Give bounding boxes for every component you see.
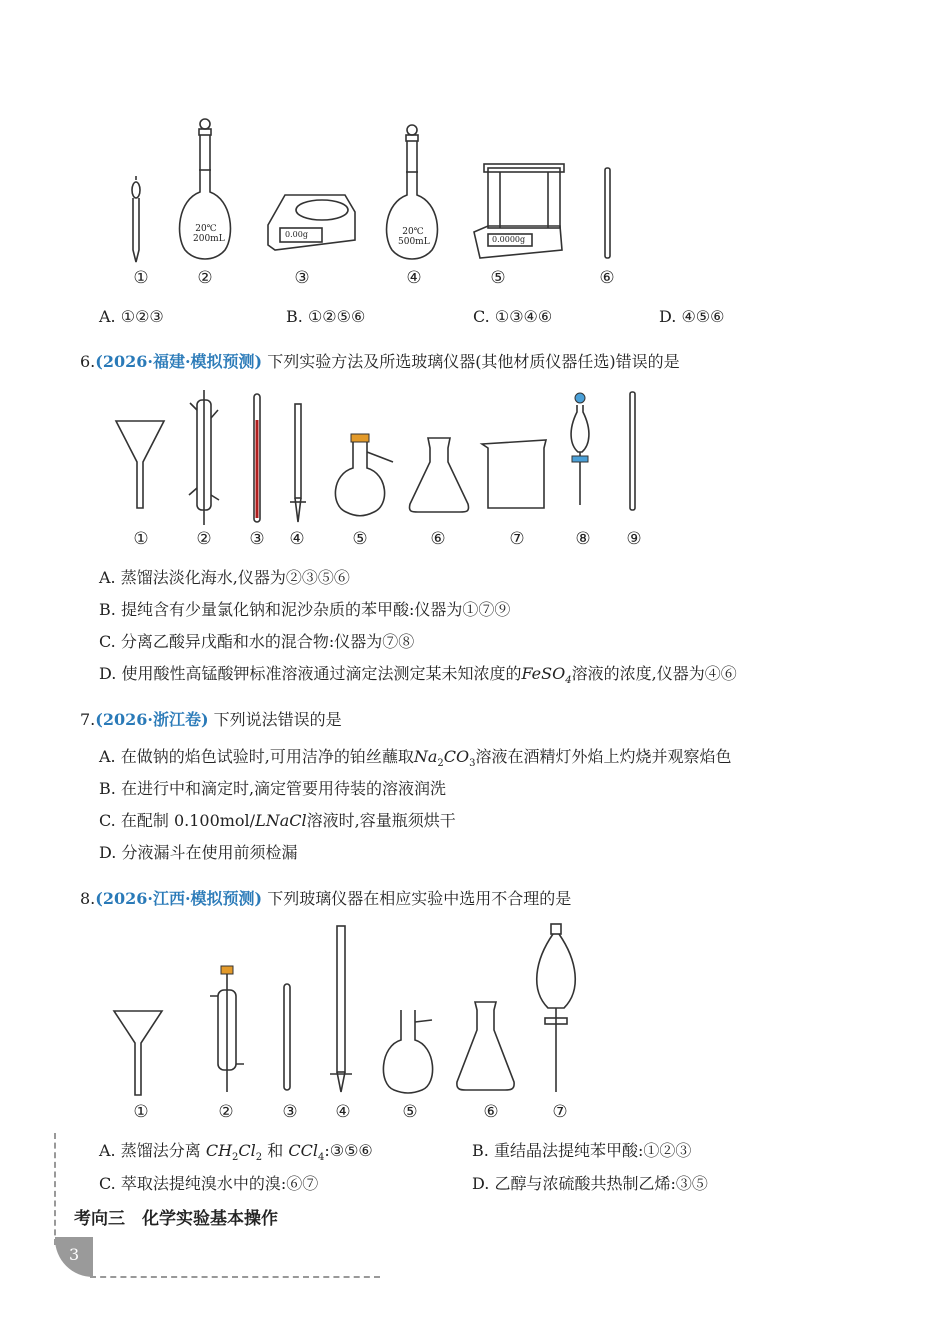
funnel-icon <box>114 1011 162 1095</box>
q6-label-3: ③ <box>249 529 265 549</box>
section-title: 考向三 化学实验基本操作 <box>74 1209 278 1229</box>
q7-option-b[interactable]: B. 在进行中和滴定时,滴定管要用待装的溶液润洗 <box>99 779 447 798</box>
q8-source: (2026·江西·模拟预测) <box>95 889 263 908</box>
q5-option-d[interactable]: D. ④⑤⑥ <box>659 307 725 326</box>
q6-label-7: ⑦ <box>509 529 525 549</box>
q8-label-5: ⑤ <box>402 1102 418 1122</box>
q8-label-3: ③ <box>282 1102 298 1122</box>
q5-label-1: ① <box>133 268 149 288</box>
conical-flask-icon <box>457 1002 514 1090</box>
q5-option-a[interactable]: A. ①②③ <box>99 307 164 326</box>
page-number-badge <box>55 1237 93 1277</box>
q6-option-d[interactable]: D. 使用酸性高锰酸钾标准溶液通过滴定法测定某未知浓度的FeSO$_4$溶液的浓度,仪器为④⑥ <box>99 664 737 687</box>
flask-500-label: 20℃ 500mL <box>398 227 430 247</box>
q8-option-d[interactable]: D. 乙醇与浓硫酸共热制乙烯:③⑤ <box>472 1174 708 1193</box>
q5-option-c[interactable]: C. ①③④⑥ <box>473 307 553 326</box>
balance-display: 0.00g <box>285 230 308 239</box>
distillation-flask-icon <box>383 1010 432 1093</box>
q8-stem: 8.(2026·江西·模拟预测) 下列玻璃仪器在相应实验中选用不合理的是 <box>80 889 572 908</box>
burette-icon <box>330 926 352 1092</box>
q5-label-3: ③ <box>294 268 310 288</box>
q6-label-5: ⑤ <box>352 529 368 549</box>
q7-option-c[interactable]: C. 在配制 0.100mol/LNaCl溶液时,容量瓶须烘干 <box>99 811 456 830</box>
q8-option-c[interactable]: C. 萃取法提纯溴水中的溴:⑥⑦ <box>99 1174 319 1193</box>
q7-source: (2026·浙江卷) <box>95 710 209 729</box>
q8-label-1: ① <box>133 1102 149 1122</box>
q6-source: (2026·福建·模拟预测) <box>95 352 263 371</box>
q6-label-6: ⑥ <box>430 529 446 549</box>
q8-option-b[interactable]: B. 重结晶法提纯苯甲酸:①②③ <box>472 1141 692 1160</box>
q7-option-d[interactable]: D. 分液漏斗在使用前须检漏 <box>99 843 298 862</box>
q6-label-9: ⑨ <box>626 529 642 549</box>
q8-option-a[interactable]: A. 蒸馏法分离 $CH_2Cl_2$ 和 CCl$_4$:③⑤⑥ <box>99 1141 373 1164</box>
q8-label-2: ② <box>218 1102 234 1122</box>
q6-stem: 6.(2026·福建·模拟预测) 下列实验方法及所选玻璃仪器(其他材质仪器任选)错误的是 <box>80 352 680 371</box>
analytical-balance-display: 0.0000g <box>492 235 526 244</box>
q7-stem: 7.(2026·浙江卷) 下列说法错误的是 <box>80 710 342 729</box>
bulb-condenser-icon <box>210 966 244 1092</box>
q7-option-a[interactable]: A. 在做钠的焰色试验时,可用洁净的铂丝蘸取$Na_2CO_3$溶液在酒精灯外焰上灼烧并观察焰色 <box>99 747 732 770</box>
q8-label-7: ⑦ <box>552 1102 568 1122</box>
q5-label-5: ⑤ <box>490 268 506 288</box>
q6-label-4: ④ <box>289 529 305 549</box>
q5-label-2: ② <box>197 268 213 288</box>
q6-label-2: ② <box>196 529 212 549</box>
flask-200-label: 20℃ 200mL <box>193 224 225 244</box>
separatory-funnel-icon <box>537 924 576 1092</box>
q5-label-6: ⑥ <box>599 268 615 288</box>
footer-dashed-line <box>90 1276 380 1278</box>
q6-label-1: ① <box>133 529 149 549</box>
q6-option-b[interactable]: B. 提纯含有少量氯化钠和泥沙杂质的苯甲酸:仪器为①⑦⑨ <box>99 600 511 619</box>
q8-label-6: ⑥ <box>483 1102 499 1122</box>
q5-option-b[interactable]: B. ①②⑤⑥ <box>286 307 366 326</box>
q6-option-a[interactable]: A. 蒸馏法淡化海水,仪器为②③⑤⑥ <box>99 568 350 587</box>
q8-label-4: ④ <box>335 1102 351 1122</box>
page-number: 3 <box>69 1245 80 1264</box>
q5-label-4: ④ <box>406 268 422 288</box>
margin-dashed-line <box>54 1133 56 1245</box>
thermometer-icon <box>284 984 290 1090</box>
q6-label-8: ⑧ <box>575 529 591 549</box>
q6-option-c[interactable]: C. 分离乙酸异戊酯和水的混合物:仪器为⑦⑧ <box>99 632 415 651</box>
